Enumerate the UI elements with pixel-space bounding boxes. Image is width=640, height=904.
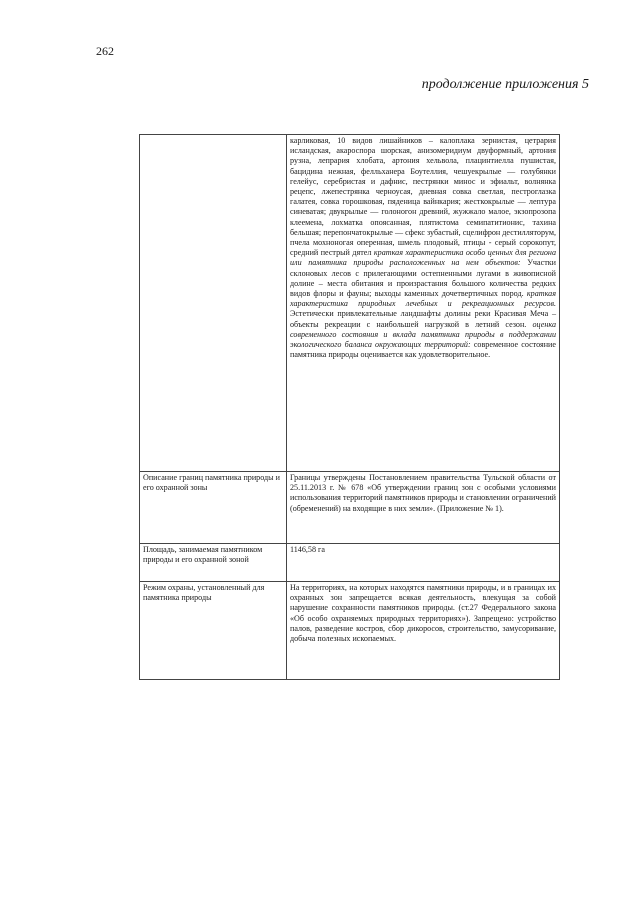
table-row (140, 472, 560, 544)
row-label-cell: Площадь, занимаемая памятником природы и его охранной зоной (140, 544, 287, 582)
valuable-objects-text: Участки склоновых лесов с прилегающими остепненными лугами в живописной долине – места обитания и произрастания большого количества редких видов флоры и фауны; выходы каменных дочетвертичных пород. (290, 258, 556, 299)
boundaries-text: Границы утверждены Постановлением правительства Тульской области от 25.11.2013 г. № 678 «Об утверждении границ зон с особыми условиями использования территорий памятников природы и становлении ограничений (обременений) на входящие в них земли». (Приложение № 1). (290, 473, 556, 513)
species-list-text: карликовая, 10 видов лишайников – калоплака зернистая, цетрария исландская, акароспора шорская, анизомеридиум двуформный, артония рузна, лепрария хлобата, артония хельвола, плацинтиелла пушистая, бацидина нежная, фелльханера Боутеллия, чешуекрылые — голубянки гелейус, серебристая и дафнис, пестрянки минос и эфиальт, волнянка рецепс, лжепестрянка черноусая, дневная совка светлая, пестроглазка галатея, совка горошковая, пяденица вайнкария; жесткокрылые — лептура синеватая; двукрылые — голоногон древний, жужжало малое, экзопрозопа клеемена, лохматка опоясанная, плятистома семипатитионис, тахина бельшая; перепончатокрылые — сфекс зубастый, сцелифрон дестилляторум, пчела мохноногая оперенная, шмель плодовый, птицы - серый сорокопут, средний пестрый дятел (290, 136, 556, 258)
table-row (140, 135, 560, 472)
protection-regime-text: На территориях, на которых находятся памятники природы, и в границах их охранных зон запрещается всякая деятельность, влекущая за собой нарушение сохранности памятников природы. (ст.27 Федерального закона «Об особо охраняемых природных территориях»). Запрещено: устройство палов, разведение костров, сбор дикоросов, строительство, замусоривание, добыча полезных ископаемых. (290, 583, 556, 644)
row-content-cell (287, 582, 560, 680)
recreation-resources-heading: краткая характеристика природных лечебных и рекреационных ресурсов. (290, 289, 556, 309)
condition-assessment-heading: оценка современного состояния и вклада памятника природы в поддержании экологического баланса окружающих территорий: (290, 319, 556, 350)
recreation-resources-text: Эстетически привлекательные ландшафты долины реки Красивая Меча – объекты рекреации с наибольшей нагрузкой в летний сезон. (290, 309, 556, 329)
row-label-cell: Описание границ памятника природы и его охранной зоны (140, 472, 287, 544)
row-label-cell (140, 135, 287, 472)
row-content-cell (287, 135, 560, 472)
valuable-objects-heading: краткая характеристика особо ценных для региона или памятника природы расположенных на нем объектов: (290, 248, 556, 268)
table-row (140, 582, 560, 680)
condition-assessment-text: современное состояние памятника природы оценивается как удовлетворительное. (290, 340, 556, 360)
row-label-cell: Режим охраны, установленный для памятника природы (140, 582, 287, 680)
appendix-continuation-note: продолжение приложения 5 (421, 77, 589, 92)
row-content-cell (287, 472, 560, 544)
table-row (140, 544, 560, 582)
nature-monument-table (139, 134, 560, 680)
area-value: 1146,58 га (290, 545, 325, 554)
page-number: 262 (96, 44, 114, 58)
row-content-cell (287, 544, 560, 582)
